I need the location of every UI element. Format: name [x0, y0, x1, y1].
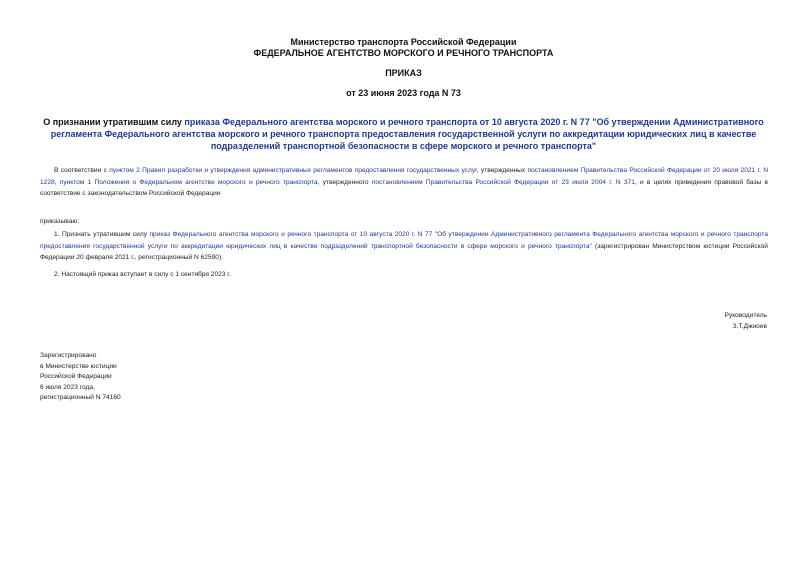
document-date-number: от 23 июня 2023 года N 73: [346, 88, 461, 98]
preamble-paragraph: [40, 165, 768, 200]
registration-line: в Министерстве юстиции: [40, 362, 117, 370]
link-rules-point-2[interactable]: пунктом 2 Правил разработки и утверждения административных регламентов предоставления государственных услуг: [109, 167, 477, 174]
link-revoked-order-77[interactable]: приказ Федерального агентства морского и речного транспорта от 10 августа 2020 г. N 77 "Об утверждении Административного регламента Федерального агентства морского и речного транспорта предоставления государственной услуги по аккредитации юридических лиц в качестве подразделений транспортной безопасности в сфере морского и речного транспорта": [40, 231, 768, 250]
signature-role: Руководитель: [724, 312, 767, 319]
registration-line: регистрационный N 74160: [40, 394, 121, 401]
order-item-2: 2. Настоящий приказ вступает в силу с 1 сентября 2023 г.: [54, 271, 231, 278]
registration-line: 6 июля 2023 года,: [40, 383, 95, 391]
order-word: приказываю:: [40, 218, 80, 225]
preamble-text-4: , утвержденного: [317, 178, 372, 186]
preamble-text-3: ,: [54, 178, 60, 186]
preamble-text-5: , и в целях приведения правовой базы в соответствие с законодательством Российской Федерации: [40, 178, 768, 197]
link-government-decree-371[interactable]: постановлением Правительства Российской Федерации от 23 июля 2004 г. N 371: [371, 178, 635, 186]
ministry-heading: Министерство транспорта Российской Федерации: [290, 37, 517, 47]
registration-line: Зарегистрировано: [40, 352, 97, 359]
preamble-text-1: В соответствии с: [54, 167, 110, 174]
agency-heading: ФЕДЕРАЛЬНОЕ АГЕНТСТВО МОРСКОГО И РЕЧНОГО ТРАНСПОРТА: [253, 48, 554, 58]
link-government-decree-1228[interactable]: постановлением Правительства Российской Федерации от 20 июля 2021 г. N 1228: [40, 167, 769, 186]
link-agency-regulation-point-1[interactable]: пунктом 1 Положения о Федеральном агентстве морского и речного транспорта: [59, 178, 318, 186]
item1-text-1: 1. Признать утратившим силу: [54, 231, 150, 238]
document-type: ПРИКАЗ: [385, 68, 422, 78]
document-title: [40, 116, 767, 152]
order-item-1: [40, 229, 768, 264]
signature-name: З.Т.Джиоев: [732, 323, 767, 330]
item1-text-2: (зарегистрирован Министерством юстиции Российской Федерации 20 февраля 2021 г., регистрационный N 62590).: [40, 242, 768, 261]
registration-line: Российской Федерации: [40, 373, 112, 380]
preamble-text-2: , утвержденных: [476, 167, 528, 174]
title-prefix: О признании утратившим силу: [43, 117, 185, 127]
title-link-revoked-order[interactable]: приказа Федерального агентства морского и речного транспорта от 10 августа 2020 г. N 77 "Об утверждении Административного регламента Федерального агентства морского и речного транспорта предоставления государственной услуги по аккредитации юридических лиц в качестве подразделений транспортной безопасности в сфере морского и речного транспорта": [50, 117, 764, 151]
registration-block: [40, 351, 121, 404]
